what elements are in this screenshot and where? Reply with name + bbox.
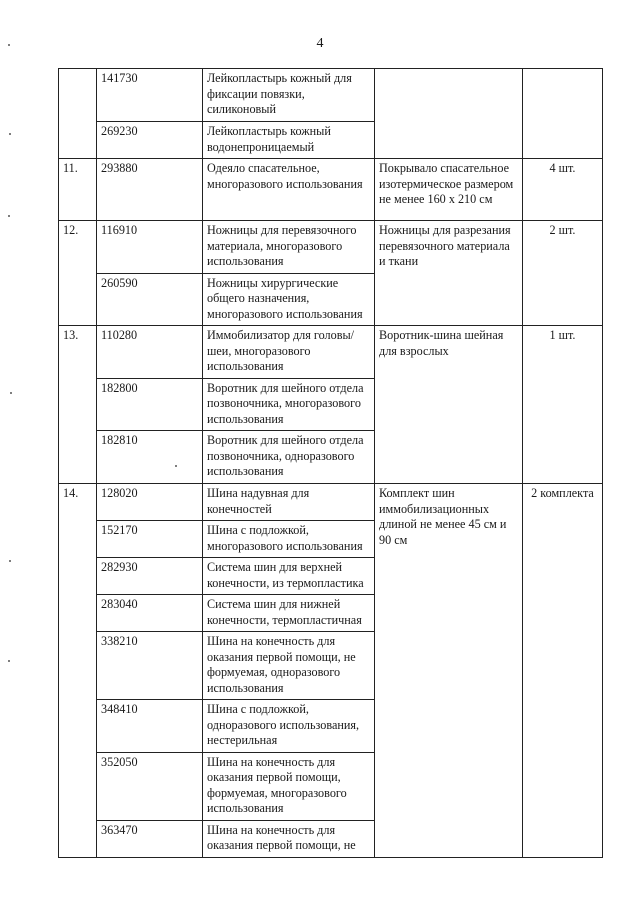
table-row [59,326,603,379]
item-name-cell: Воротник для шейного отдела позвоночника, многоразового использования [203,378,375,431]
item-name-cell: Ножницы хирургические общего назначения, многоразового использования [203,273,375,326]
table-row [59,159,603,221]
item-code-cell: 260590 [97,273,203,326]
item-quantity-cell: 1 шт. [523,326,603,484]
item-description-cell [375,69,523,159]
item-code-cell: 116910 [97,221,203,274]
item-name-cell: Шина с подложкой, одноразового использования, нестерильная [203,700,375,753]
item-number-cell: 13. [59,326,97,484]
page-number: 4 [316,36,324,51]
item-quantity-cell: 2 комплекта [523,484,603,858]
scan-speck [175,465,177,467]
item-code-cell: 363470 [97,820,203,857]
item-quantity-cell: 2 шт. [523,221,603,326]
table-row [59,221,603,274]
scan-speck [8,44,10,46]
item-number-cell: 14. [59,484,97,858]
item-code-cell: 283040 [97,595,203,632]
item-name-cell: Лейкопластырь кожный для фиксации повязки, силиконовый [203,69,375,122]
item-code-cell: 182800 [97,378,203,431]
item-name-cell: Шина надувная для конечностей [203,484,375,521]
item-name-cell: Иммобилизатор для головы/шеи, многоразового использования [203,326,375,379]
item-code-cell: 128020 [97,484,203,521]
item-name-cell: Ножницы для перевязочного материала, многоразового использования [203,221,375,274]
item-name-cell: Система шин для нижней конечности, термопластичная [203,595,375,632]
item-code-cell: 338210 [97,632,203,700]
scan-speck [8,660,10,662]
item-name-cell: Шина на конечность для оказания первой помощи, не [203,820,375,857]
item-number-cell: 11. [59,159,97,221]
item-quantity-cell: 4 шт. [523,159,603,221]
scan-speck [8,215,10,217]
item-code-cell: 282930 [97,558,203,595]
item-name-cell: Шина с подложкой, многоразового использования [203,521,375,558]
item-code-cell: 293880 [97,159,203,221]
item-code-cell: 269230 [97,122,203,159]
item-code-cell: 182810 [97,431,203,484]
item-description-cell: Комплект шин иммобилизационных длиной не менее 45 см и 90 см [375,484,523,858]
item-description-cell: Покрывало спасательное изотермическое размером не менее 160 х 210 см [375,159,523,221]
table-row [59,69,603,122]
item-name-cell: Шина на конечность для оказания первой помощи, формуемая, многоразового использования [203,752,375,820]
item-description-cell: Воротник-шина шейная для взрослых [375,326,523,484]
item-name-cell: Шина на конечность для оказания первой помощи, не формуемая, одноразового использования [203,632,375,700]
item-code-cell: 141730 [97,69,203,122]
scan-speck [9,560,11,562]
item-name-cell: Лейкопластырь кожный водонепроницаемый [203,122,375,159]
item-code-cell: 152170 [97,521,203,558]
table-row [59,484,603,521]
item-code-cell: 348410 [97,700,203,753]
item-name-cell: Одеяло спасательное, многоразового использования [203,159,375,221]
item-description-cell: Ножницы для разрезания перевязочного материала и ткани [375,221,523,326]
scan-speck [10,392,12,394]
equipment-table [58,68,603,858]
item-name-cell: Воротник для шейного отдела позвоночника, одноразового использования [203,431,375,484]
item-code-cell: 352050 [97,752,203,820]
item-quantity-cell [523,69,603,159]
item-name-cell: Система шин для верхней конечности, из термопластика [203,558,375,595]
item-number-cell: 12. [59,221,97,326]
item-number-cell [59,69,97,159]
scan-speck [9,133,11,135]
item-code-cell: 110280 [97,326,203,379]
